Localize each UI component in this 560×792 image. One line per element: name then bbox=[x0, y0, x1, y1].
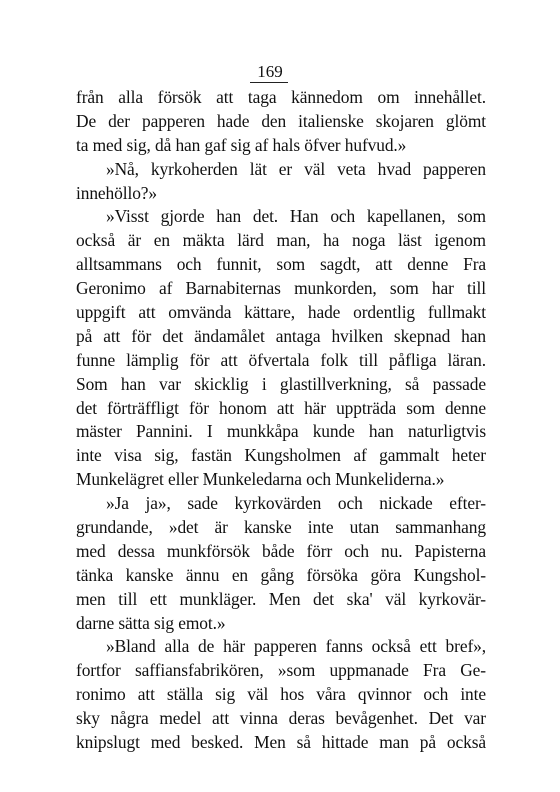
text-line: funne lämplig för att öfvertala folk till påfliga läran. bbox=[76, 349, 486, 370]
text-line: det förträffligt för honom att här uppträda som denne bbox=[76, 397, 486, 418]
text-line: Geronimo af Barnabiternas munkorden, som har till bbox=[76, 278, 486, 299]
text-line: alltsammans och funnit, som sagdt, att denne Fra bbox=[76, 254, 486, 275]
text-line: också är en mäkta lärd man, ha noga läst igenom bbox=[76, 230, 486, 251]
text-line: »Nå, kyrkoherden lät er väl veta hvad papperen bbox=[106, 158, 486, 179]
body-text bbox=[76, 86, 486, 755]
text-line: inte visa sig, fastän Kungsholmen af gammalt heter bbox=[76, 445, 486, 466]
text-line: mäster Pannini. I munkkåpa kunde han naturligtvis bbox=[76, 421, 486, 442]
page-number-rule bbox=[250, 82, 288, 83]
text-line: »Bland alla de här papperen fanns också ett bref», bbox=[106, 636, 486, 657]
text-line: men till ett munkläger. Men det ska' väl kyrkovär- bbox=[76, 588, 486, 609]
text-line: fortfor saffiansfabrikören, »som uppmanade Fra Ge- bbox=[76, 660, 486, 681]
text-line: från alla försök att taga kännedom om innehållet. bbox=[76, 87, 486, 107]
text-line: ronimo att ställa sig väl hos våra qvinnor och inte bbox=[76, 684, 486, 705]
text-line: sky några medel att vinna deras bevågenhet. Det var bbox=[76, 708, 486, 729]
text-line: Munkelägret eller Munkeledarna och Munkeliderna.» bbox=[76, 469, 445, 490]
text-line: »Ja ja», sade kyrkovärden och nickade efter- bbox=[106, 493, 486, 514]
text-line: innehöllo?» bbox=[76, 182, 158, 203]
text-line: uppgift att omvända kättare, hade ordentlig fullmakt bbox=[76, 302, 486, 323]
text-line: De der papperen hade den italienske skojaren glömt bbox=[76, 110, 486, 131]
text-line: med dessa munkförsök både förr och nu. Papisterna bbox=[76, 540, 486, 561]
text-line: knipslugt med besked. Men så hittade man på också bbox=[76, 732, 486, 753]
text-line: grundande, »det är kanske inte utan sammanhang bbox=[76, 517, 486, 538]
text-line: tänka kanske ännu en gång försöka göra Kungshol- bbox=[76, 564, 486, 585]
text-line: darne sätta sig emot.» bbox=[76, 612, 226, 633]
page-number: 169 bbox=[257, 62, 283, 81]
text-line: »Visst gjorde han det. Han och kapellanen, som bbox=[106, 206, 486, 227]
text-line: Som han var skicklig i glastillverkning, så passade bbox=[76, 373, 486, 394]
text-line: ta med sig, då han gaf sig af hals öfver hufvud.» bbox=[76, 134, 407, 155]
text-line: på att för det ändamålet antaga hvilken skepnad han bbox=[76, 325, 486, 346]
